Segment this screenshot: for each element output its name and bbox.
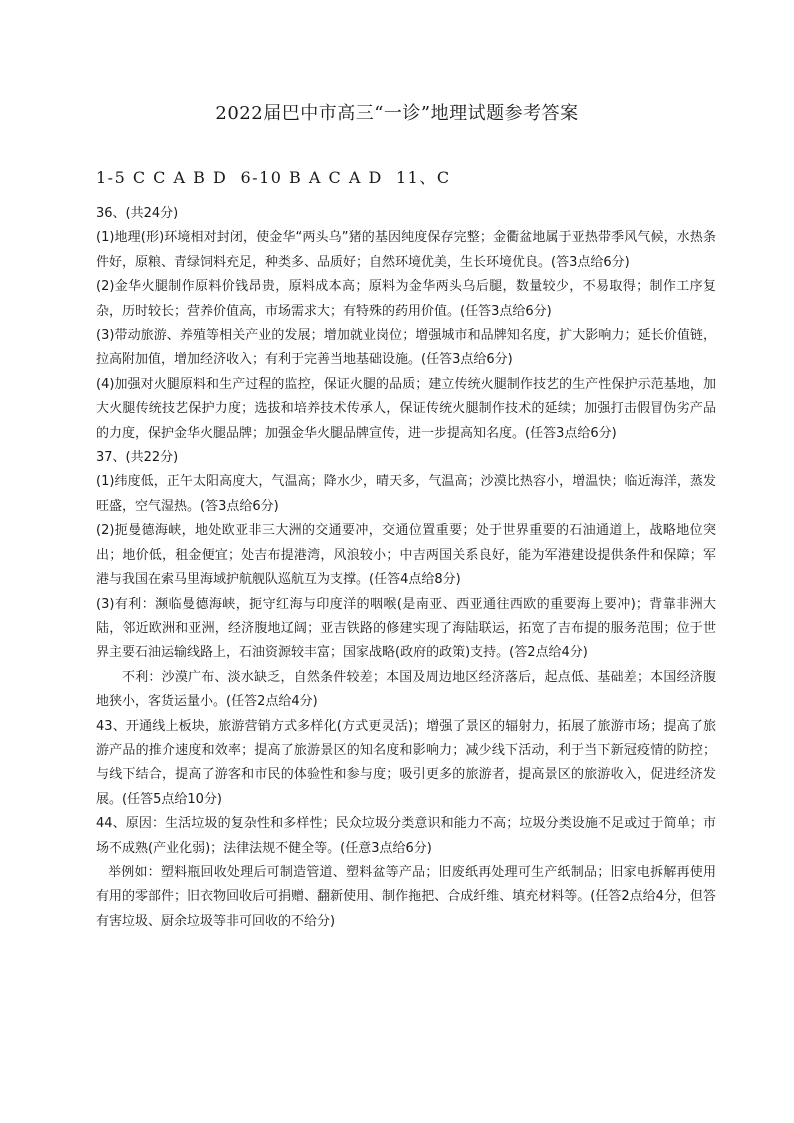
q43-answer: 43、开通线上板块，旅游营销方式多样化(方式更灵活)；增强了景区的辐射力，拓展了旅游市场；提高了旅游产品的推介速度和效率；提高了旅游景区的知名度和影响力；减少线下活动，利于当下新冠疫情的防控；与线下结合，提高了游客和市民的体验性和参与度；吸引更多的旅游者，提高景区的旅游收入，促进经济发展。(任答5点给10分) bbox=[96, 718, 716, 807]
answer-body bbox=[96, 202, 716, 934]
q36-part3: (3)带动旅游、养殖等相关产业的发展；增加就业岗位；增强城市和品牌知名度，扩大影响力；延长价值链，拉高附加值，增加经济收入；有利于完善当地基础设施。(任答3点给6分) bbox=[96, 328, 716, 368]
page-title: 2022届巴中市高三“一诊”地理试题参考答案 bbox=[215, 103, 579, 124]
q44-reasons: 44、原因：生活垃圾的复杂性和多样性；民众垃圾分类意识和能力不高；垃圾分类设施不足或过于简单；市场不成熟(产业化弱)；法律法规不健全等。(任意3点给6分) bbox=[96, 816, 716, 856]
q36-part4: (4)加强对火腿原料和生产过程的监控，保证火腿的品质；建立传统火腿制作技艺的生产性保护示范基地，加大火腿传统技艺保护力度；选拔和培养技术传承人，保证传统火腿制作技术的延续；加强打击假冒伪劣产品的力度，保护金华火腿品牌；加强金华火腿品牌宣传，进一步提高知名度。(任答3点给6分) bbox=[96, 376, 716, 441]
q37-part3-advantages: (3)有利：濒临曼德海峡，扼守红海与印度洋的咽喉(是南亚、西亚通往西欧的重要海上要冲)；背靠非洲大陆，邻近欧洲和亚洲，经济腹地辽阔；亚吉铁路的修建实现了海陆联运，拓宽了吉布提的服务范围；位于世界主要石油运输线路上，石油资源较丰富；国家战略(政府的政策)支持。(答2点给4分) bbox=[96, 596, 716, 661]
q36-header: 36、(共24分) bbox=[96, 206, 179, 221]
q37-header: 37、(共22分) bbox=[96, 450, 179, 466]
q37-part2: (2)扼曼德海峡，地处欧亚非三大洲的交通要冲，交通位置重要；处于世界重要的石油通道上，战略地位突出；地价低，租金便宜；处吉布提港湾，风浪较小；中吉两国关系良好，能为军港建设提供条件和保障；军港与我国在索马里海域护航舰队巡航互为支撑。(任答4点给8分) bbox=[96, 523, 716, 588]
q44-examples: 举例如：塑料瓶回收处理后可制造管道、塑料盆等产品；旧废纸再处理可生产纸制品；旧家电拆解再使用有用的零部件；旧衣物回收后可捐赠、翻新使用、制作拖把、合成纤维、填充材料等。(任答2点给4分，但答有害垃圾、厨余垃圾等非可回收的不给分) bbox=[96, 864, 716, 929]
q36-part2: (2)金华火腿制作原料价钱昂贵，原料成本高；原料为金华两头乌后腿，数量较少，不易取得；制作工序复杂，历时较长；营养价值高，市场需求大；有特殊的药用价值。(任答3点给6分) bbox=[96, 279, 716, 319]
q37-part3-disadvantages: 不利：沙漠广布、淡水缺乏，自然条件较差；本国及周边地区经济落后，起点低、基础差；本国经济腹地狭小，客货运量小。(任答2点给4分) bbox=[96, 669, 716, 710]
q36-part1: (1)地理(形)环境相对封闭，使金华“两头乌”猪的基因纯度保存完整；金衢盆地属于亚热带季风气候，水热条件好，原粮、青绿饲料充足，种类多、品质好；自然环境优美，生长环境优良。(答3点给6分) bbox=[96, 230, 716, 270]
q37-part1: (1)纬度低，正午太阳高度大，气温高；降水少，晴天多，气温高；沙漠比热容小，增温快；临近海洋，蒸发旺盛，空气湿热。(答3点给6分) bbox=[96, 474, 716, 514]
multiple-choice-answers: 1-5 C C A B D 6-10 B A C A D 11、C bbox=[96, 168, 451, 187]
